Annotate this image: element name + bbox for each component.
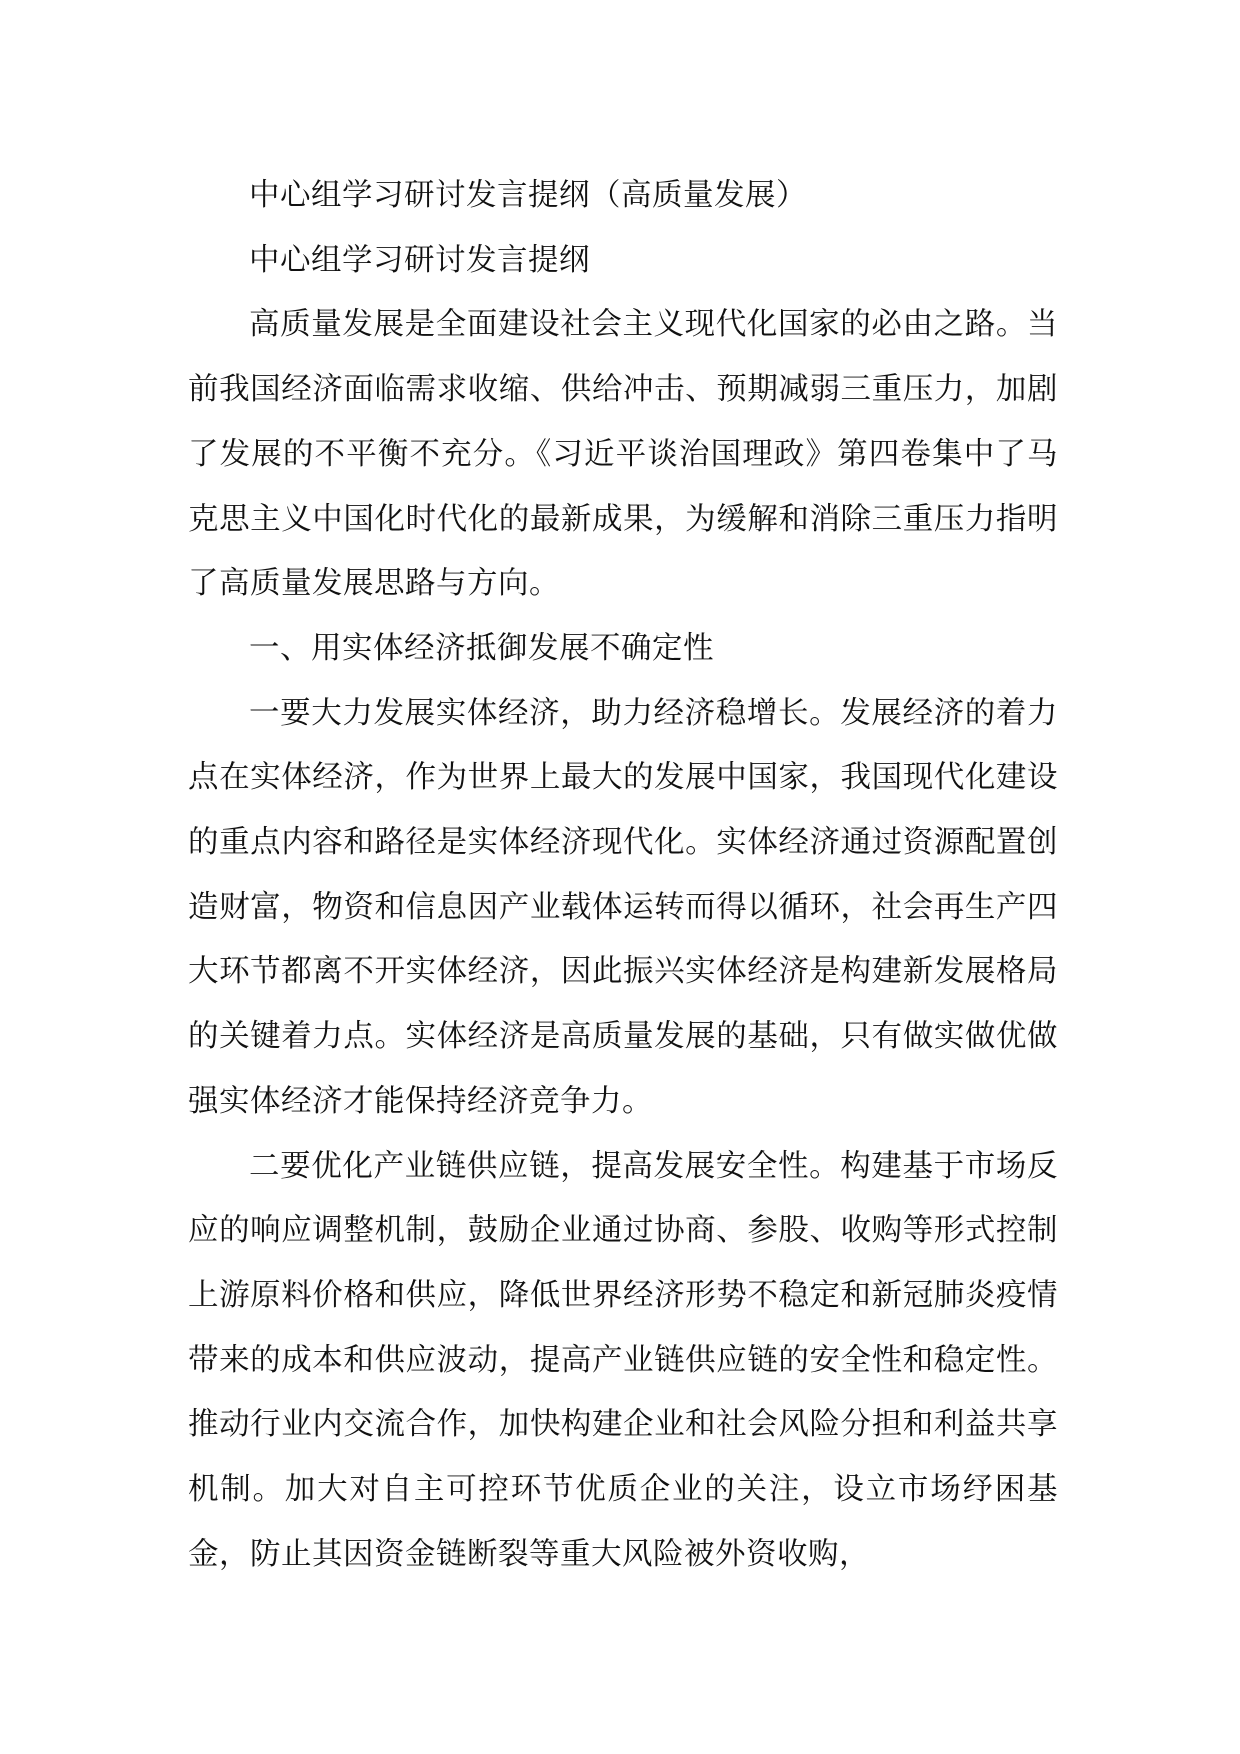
paragraph-point-2: 二要优化产业链供应链，提高发展安全性。构建基于市场反应的响应调整机制，鼓励企业通过协商、参股、收购等形式控制上游原料价格和供应，降低世界经济形势不稳定和新冠肺炎疫情带来的成本和供应波动，提高产业链供应链的安全性和稳定性。推动行业内交流合作，加快构建企业和社会风险分担和利益共享机制。加大对自主可控环节优质企业的关注，设立市场纾困基金，防止其因资金链断裂等重大风险被外资收购， [188, 1148, 1058, 1572]
paragraph-point-1: 一要大力发展实体经济，助力经济稳增长。发展经济的着力点在实体经济，作为世界上最大的发展中国家，我国现代化建设的重点内容和路径是实体经济现代化。实体经济通过资源配置创造财富，物资和信息因产业载体运转而得以循环，社会再生产四大环节都离不开实体经济，因此振兴实体经济是构建新发展格局的关键着力点。实体经济是高质量发展的基础，只有做实做优做强实体经济才能保持经济竞争力。 [188, 695, 1058, 1119]
paragraph-intro: 高质量发展是全面建设社会主义现代化国家的必由之路。当前我国经济面临需求收缩、供给冲击、预期减弱三重压力，加剧了发展的不平衡不充分。《习近平谈治国理政》第四卷集中了马克思主义中国化时代化的最新成果，为缓解和消除三重压力指明了高质量发展思路与方向。 [188, 307, 1058, 602]
document-subtitle: 中心组学习研讨发言提纲 [249, 242, 590, 278]
document-title: 中心组学习研讨发言提纲（高质量发展） [249, 178, 807, 213]
section-heading-1: 一、用实体经济抵御发展不确定性 [249, 630, 714, 666]
document-body [188, 164, 1058, 1587]
